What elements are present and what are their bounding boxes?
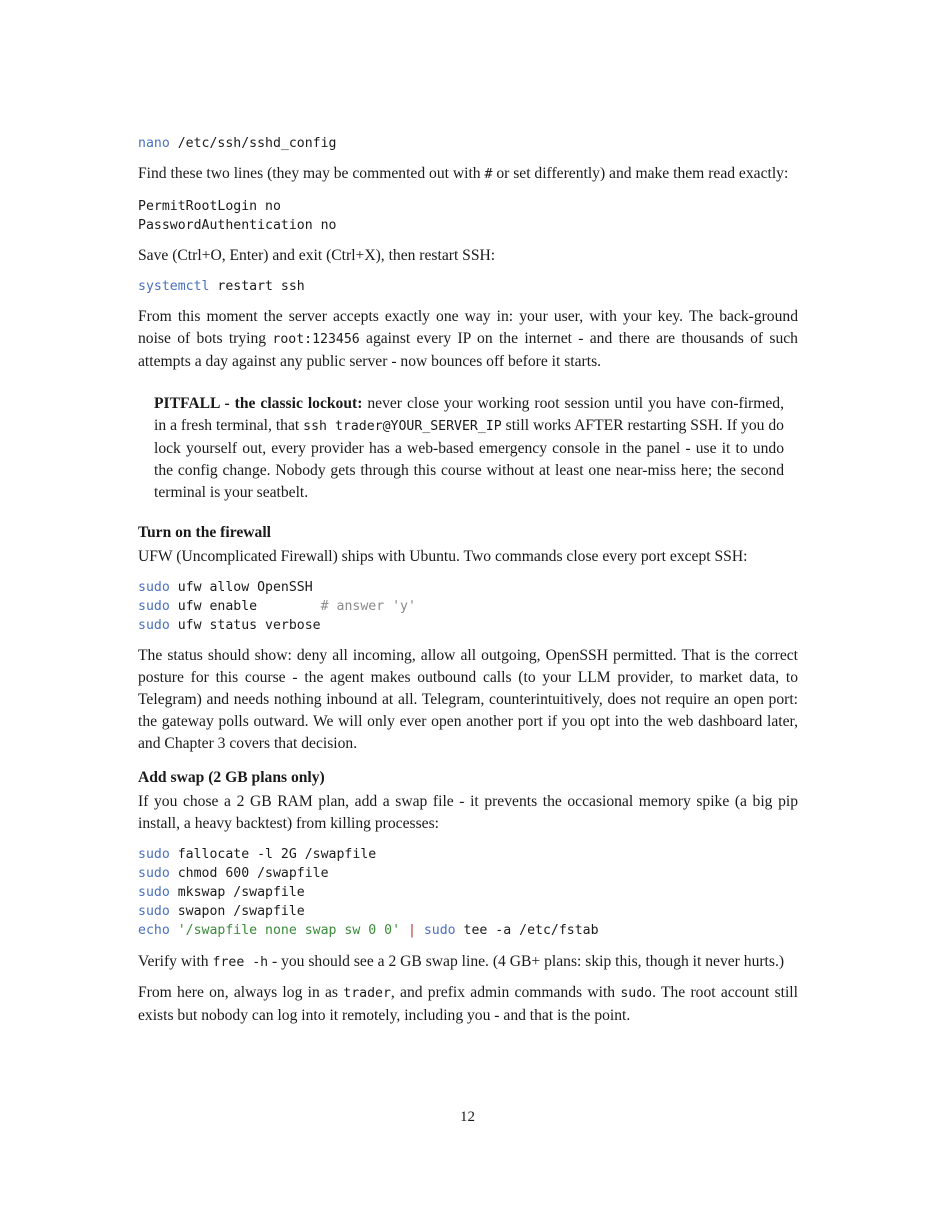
heading-firewall: Turn on the firewall <box>138 524 271 541</box>
code-text: ufw status verbose <box>169 618 321 633</box>
code-keyword: sudo <box>138 904 170 919</box>
document-page <box>138 130 798 1027</box>
code-keyword: sudo <box>138 599 170 614</box>
inline-code: # <box>484 167 493 182</box>
text: or set differently) and make them read exactly: <box>492 165 789 182</box>
text: against every IP on the internet - and there are thousands of such attempts a day against any public server - now bounces off before it starts. <box>138 330 798 370</box>
text: From this moment the server accepts exactly one way in: your user, with your key. The back-ground noise of bots trying <box>138 308 798 347</box>
code-keyword: nano <box>138 136 170 151</box>
code-text: swapon /swapfile <box>169 904 305 919</box>
paragraph-ufw: UFW (Uncomplicated Firewall) ships with Ubuntu. Two commands close every port except SSH: <box>138 548 748 565</box>
code-text: /etc/ssh/sshd_config <box>169 136 337 151</box>
heading-swap: Add swap (2 GB plans only) <box>138 769 325 786</box>
code-text: chmod 600 /swapfile <box>169 866 329 881</box>
code-block-swap <box>138 845 798 940</box>
inline-code: root:123456 <box>272 332 360 347</box>
page-number: 12 <box>460 1109 475 1125</box>
inline-code: ssh trader@YOUR_SERVER_IP <box>303 419 502 434</box>
code-text: mkswap /swapfile <box>169 885 305 900</box>
inline-code: free -h <box>212 955 269 970</box>
text: . The root account still exists but nobody can log into it remotely, including you - and that is the point. <box>138 984 798 1024</box>
code-block-nano <box>138 134 798 153</box>
text: Find these two lines (they may be commented out with <box>138 165 485 182</box>
inline-code: sudo <box>620 986 653 1001</box>
code-string: '/swapfile none swap sw 0 0' <box>169 923 401 938</box>
paragraph-swap: If you chose a 2 GB RAM plan, add a swap file - it prevents the occasional memory spike (a big pip install, a heavy backtest) from killing processes: <box>138 793 798 832</box>
code-block-restart <box>138 277 798 296</box>
code-block-sshd <box>138 197 798 235</box>
inline-code: trader <box>343 986 391 1001</box>
text: - you should see a 2 GB swap line. (4 GB+ plans: skip this, though it never hurts.) <box>268 953 785 970</box>
paragraph-login <box>138 982 798 1027</box>
pitfall-callout <box>138 393 798 504</box>
code-text: restart ssh <box>209 279 305 294</box>
code-comment: # answer 'y' <box>320 599 416 614</box>
paragraph-status: The status should show: deny all incoming, allow all outgoing, OpenSSH permitted. That is the correct posture for this course - the agent makes outbound calls (to your LLM provider, to market data, to Telegram) and needs nothing inbound at all. Telegram, counterintuitively, does not require an open port: the gateway polls outward. We will only ever open another port if you opt into the web dashboard later, and Chapter 3 covers that decision. <box>138 647 798 752</box>
code-operator: | <box>400 923 416 938</box>
code-keyword: echo <box>138 923 170 938</box>
code-block-ufw <box>138 578 798 635</box>
code-keyword: sudo <box>415 923 456 938</box>
code-keyword: sudo <box>138 580 170 595</box>
text: still works AFTER restarting SSH. If you do lock yourself out, every provider has a web-based emergency console in the panel - use it to undo the config change. Nobody gets through this course without at least one near-miss here; the second terminal is your seatbelt. <box>154 417 784 501</box>
paragraph-save: Save (Ctrl+O, Enter) and exit (Ctrl+X), then restart SSH: <box>138 247 496 264</box>
text: From here on, always log in as <box>138 984 344 1001</box>
text: Verify with <box>138 953 213 970</box>
code-keyword: sudo <box>138 885 170 900</box>
code-keyword: sudo <box>138 618 170 633</box>
code-text: ufw enable <box>169 599 321 614</box>
pitfall-title: PITFALL - the classic lockout: <box>154 395 363 412</box>
paragraph-find-lines <box>138 163 798 186</box>
code-line: PermitRootLogin no <box>138 199 281 214</box>
code-keyword: sudo <box>138 866 170 881</box>
code-keyword: systemctl <box>138 279 210 294</box>
code-text: fallocate -l 2G /swapfile <box>169 847 377 862</box>
code-line: PasswordAuthentication no <box>138 218 337 233</box>
code-text: tee -a /etc/fstab <box>455 923 599 938</box>
text: , and prefix admin commands with <box>390 984 621 1001</box>
paragraph-from-this-moment <box>138 306 798 373</box>
code-text: ufw allow OpenSSH <box>169 580 313 595</box>
pitfall-text <box>154 393 784 504</box>
code-keyword: sudo <box>138 847 170 862</box>
text: never close your working root session until you have con-firmed, in a fresh terminal, that <box>154 395 784 434</box>
paragraph-verify <box>138 951 798 974</box>
